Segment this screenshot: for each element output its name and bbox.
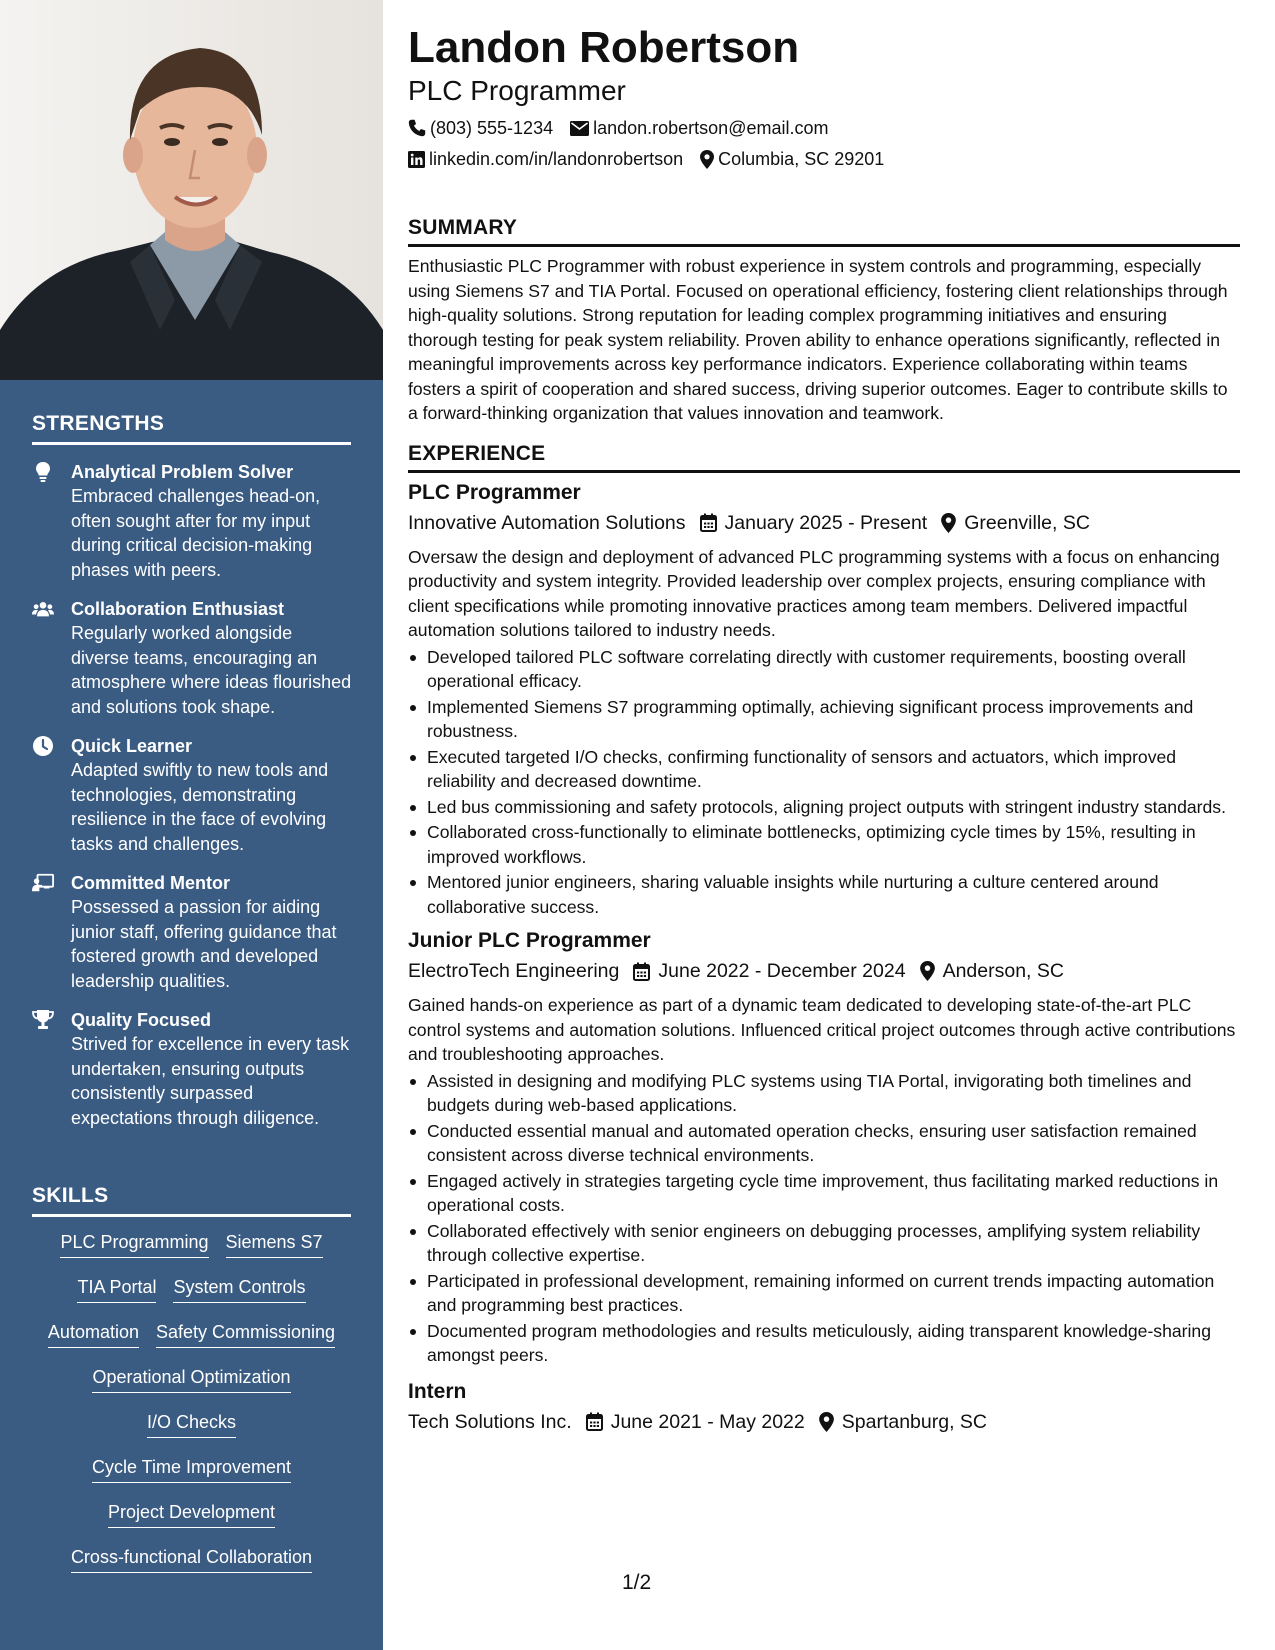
job-description: Gained hands-on experience as part of a dynamic team dedicated to developing state-of-the-art PLC control systems and automation solutions. Influenced critical project outcomes through active contributions and troubleshooting approaches. <box>408 995 1236 1064</box>
strength-description: Adapted swiftly to new tools and technologies, demonstrating resilience in the face of evolving tasks and challenges. <box>71 760 329 854</box>
strength-description: Embraced challenges head-on, often sought after for my input during critical decision-making phases with peers. <box>71 486 321 580</box>
job-entry <box>408 479 1240 920</box>
strengths-title: STRENGTHS <box>32 412 351 445</box>
job-bullet: Conducted essential manual and automated operation checks, ensuring user satisfaction remained consistent across diverse technical environments. <box>408 1119 1240 1168</box>
linkedin-contact <box>408 147 683 171</box>
phone-icon <box>408 119 426 137</box>
chalkboard-teacher-icon <box>32 872 54 894</box>
job-meta <box>408 1408 1240 1436</box>
map-pin-icon <box>941 513 956 533</box>
skill-tag: I/O Checks <box>147 1410 236 1438</box>
job-dates: January 2025 - Present <box>724 511 928 534</box>
job-bullet: Engaged actively in strategies targeting cycle time improvement, thus facilitating marked reductions in operational costs. <box>408 1169 1240 1218</box>
job-bullet: Executed targeted I/O checks, confirming functionality of sensors and actuators, which improved reliability and decreased downtime. <box>408 745 1240 794</box>
job-bullet: Participated in professional development, remaining informed on current trends impacting automation and programming best practices. <box>408 1269 1240 1318</box>
strength-item <box>32 734 352 856</box>
job-title: PLC Programmer <box>408 480 581 504</box>
job-bullet: Collaborated cross-functionally to eliminate bottlenecks, optimizing cycle times by 15%, resulting in improved workflows. <box>408 820 1240 869</box>
job-location: Anderson, SC <box>942 960 1064 982</box>
skills-list <box>32 1230 351 1590</box>
job-dates: June 2021 - May 2022 <box>610 1410 805 1433</box>
skill-tag: TIA Portal <box>77 1275 156 1303</box>
skill-tag: PLC Programming <box>60 1230 208 1258</box>
skill-row <box>32 1275 351 1320</box>
job-location: Greenville, SC <box>964 511 1090 534</box>
map-pin-icon <box>920 961 935 981</box>
clock-icon <box>32 735 54 757</box>
strength-description: Strived for excellence in every task undertaken, ensuring outputs consistently surpassed expectations through diligence. <box>71 1034 350 1128</box>
envelope-icon <box>570 121 589 136</box>
skill-tag: Safety Commissioning <box>156 1320 335 1348</box>
skill-row <box>32 1365 351 1410</box>
map-pin-icon <box>700 150 714 169</box>
calendar-icon <box>633 962 650 981</box>
phone-contact <box>408 116 553 140</box>
skills-title: SKILLS <box>32 1184 351 1217</box>
skill-tag: Cross-functional Collaboration <box>71 1545 312 1573</box>
page-number: 1/2 <box>622 1571 652 1594</box>
job-entry <box>408 1378 1240 1436</box>
skill-tag: Operational Optimization <box>92 1365 290 1393</box>
skill-row <box>32 1410 351 1455</box>
email-contact <box>570 116 828 140</box>
summary-text: Enthusiastic PLC Programmer with robust experience in system controls and programming, especially using Siemens S7 and TIA Portal. Focused on operational efficiency, fostering client relationships through high-quality solutions. Strong reputation for leading complex programming initiatives and ensuring thorough testing for peak system reliability. Proven ability to enhance operations significantly, reflected in meaningful improvements across key performance indicators. Experience collaborating within teams fosters a spirit of cooperation and shared success, driving superior outcomes. Eager to contribute skills to a forward-thinking organization that values innovation and teamwork. <box>408 256 1228 423</box>
strength-title: Collaboration Enthusiast <box>71 599 285 619</box>
linkedin-icon <box>408 151 425 168</box>
strength-item <box>32 460 352 582</box>
job-bullet: Mentored junior engineers, sharing valuable insights while nurturing a culture centered around collaborative success. <box>408 870 1240 919</box>
skill-row <box>32 1545 351 1590</box>
job-bullets <box>408 645 1240 920</box>
job-bullet: Led bus commissioning and safety protocols, aligning project outputs with stringent industry standards. <box>408 795 1240 820</box>
job-description: Oversaw the design and deployment of advanced PLC programming systems with a focus on enhancing productivity and system integrity. Provided leadership over complex projects, ensuring compliance with client specifications while promoting innovative practices among team members. Delivered impactful automation solutions tailored to industry needs. <box>408 546 1220 640</box>
job-bullet: Collaborated effectively with senior engineers on debugging processes, amplifying system reliability through collective expertise. <box>408 1219 1240 1268</box>
experience-title: EXPERIENCE <box>408 442 1240 473</box>
summary-title: SUMMARY <box>408 216 1240 247</box>
job-dates: June 2022 - December 2024 <box>658 960 906 982</box>
calendar-icon <box>700 513 717 532</box>
strength-title: Quality Focused <box>71 1010 212 1030</box>
strength-description: Regularly worked alongside diverse teams, encouraging an atmosphere where ideas flourished and solutions took shape. <box>71 623 352 717</box>
strength-title: Analytical Problem Solver <box>71 462 294 482</box>
phone-text: (803) 555-1234 <box>430 118 554 138</box>
candidate-name: Landon Robertson <box>408 23 800 72</box>
calendar-icon <box>586 1412 603 1431</box>
skill-tag: System Controls <box>173 1275 305 1303</box>
map-pin-icon <box>819 1412 834 1432</box>
job-bullet: Implemented Siemens S7 programming optimally, achieving significant process improvements and robustness. <box>408 695 1240 744</box>
skill-tag: Siemens S7 <box>226 1230 323 1258</box>
strength-title: Quick Learner <box>71 736 193 756</box>
job-title: Intern <box>408 1379 467 1403</box>
company-name: Tech Solutions Inc. <box>408 1410 572 1433</box>
email-text: landon.robertson@email.com <box>593 118 829 138</box>
strength-item <box>32 597 352 719</box>
profile-photo <box>0 0 383 380</box>
strength-item <box>32 1008 352 1130</box>
linkedin-text: linkedin.com/in/landonrobertson <box>429 149 684 169</box>
job-title: Junior PLC Programmer <box>408 929 651 952</box>
candidate-role: PLC Programmer <box>408 75 626 106</box>
skill-tag: Project Development <box>108 1500 275 1528</box>
job-bullet: Assisted in designing and modifying PLC systems using TIA Portal, invigorating both timelines and budgets during web-based applications. <box>408 1069 1240 1118</box>
company-name: ElectroTech Engineering <box>408 960 620 982</box>
job-meta <box>408 957 1240 985</box>
skill-row <box>32 1455 351 1500</box>
strength-title: Committed Mentor <box>71 873 230 893</box>
sidebar <box>0 0 383 1650</box>
job-bullets <box>408 1069 1240 1368</box>
job-location: Spartanburg, SC <box>841 1410 988 1433</box>
skill-row <box>32 1500 351 1545</box>
strengths-list <box>32 460 352 1145</box>
skill-row <box>32 1230 351 1275</box>
strength-description: Possessed a passion for aiding junior staff, offering guidance that fostered growth and developed leadership qualities. <box>71 897 337 991</box>
job-bullet: Documented program methodologies and results meticulously, aiding transparent knowledge-sharing amongst peers. <box>408 1319 1240 1368</box>
location-text: Columbia, SC 29201 <box>718 149 885 169</box>
job-bullet: Developed tailored PLC software correlating directly with customer requirements, boosting overall operational efficacy. <box>408 645 1240 694</box>
skill-tag: Cycle Time Improvement <box>92 1455 291 1483</box>
location-contact <box>700 147 884 171</box>
skill-row <box>32 1320 351 1365</box>
job-meta <box>408 509 1240 537</box>
skill-tag: Automation <box>48 1320 139 1348</box>
job-entry <box>408 927 1240 1368</box>
strength-item <box>32 871 352 993</box>
main-content <box>408 20 1240 1444</box>
contact-row <box>408 116 1240 140</box>
trophy-icon <box>32 1009 54 1031</box>
users-icon <box>32 598 54 620</box>
lightbulb-icon <box>32 461 54 483</box>
contact-row <box>408 147 1240 171</box>
company-name: Innovative Automation Solutions <box>408 511 686 534</box>
